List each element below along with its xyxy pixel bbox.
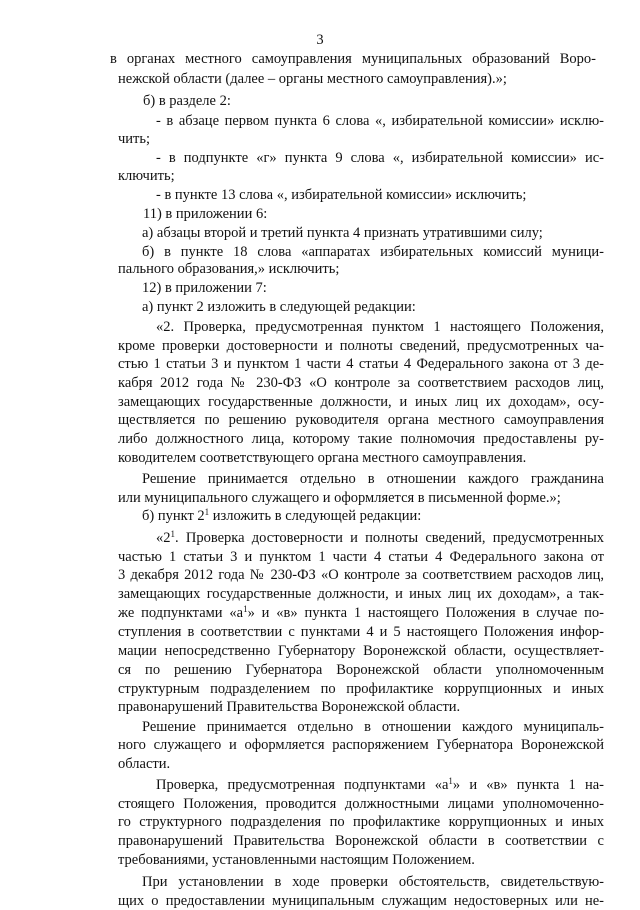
line-text: б) пункт 2 <box>142 508 205 524</box>
line-text: замещающих государственные должности, и иных лиц их доходам», осу- <box>118 394 604 410</box>
line-text: Решение принимается отдельно в отношении каждого гражданина <box>142 471 604 487</box>
superscript: 1 <box>448 776 453 786</box>
text-line <box>118 374 604 392</box>
text-line <box>118 813 604 831</box>
page-number: 3 <box>316 32 324 48</box>
line-text: или муниципального служащего и оформляется в письменной форме.»; <box>118 490 561 506</box>
line-text: правонарушений Правительства Воронежской области в соответствии с <box>118 833 604 849</box>
text-line <box>142 873 604 891</box>
text-line <box>143 92 266 110</box>
line-text: ся по решению Губернатора Воронежской области уполномоченным <box>118 662 604 678</box>
line-text: щих о предоставлении муниципальным служащим недостоверных или не- <box>118 893 604 909</box>
line-text-tail: изложить в следующей редакции: <box>209 508 422 524</box>
line-text: а) абзацы второй и третий пункта 4 признать утратившими силу; <box>142 225 543 241</box>
line-text: чить; <box>118 131 151 147</box>
line-text: частью 1 статьи 3 и пунктом 1 части 4 статьи 4 Федерального закона от <box>118 549 604 565</box>
line-text: «2 <box>156 530 171 546</box>
line-text: области. <box>118 756 171 772</box>
text-line <box>156 149 604 167</box>
line-text: в органах местного самоуправления муниципальных образований Воро- <box>110 51 596 67</box>
line-text: замещающих государственные должности, и иных лиц их доходам», а так- <box>118 586 604 602</box>
line-text-tail: . Проверка достоверности и полноты сведений, предусмотренных <box>175 530 604 546</box>
text-line <box>118 851 475 869</box>
superscript: 1 <box>243 604 248 614</box>
text-line <box>118 548 604 566</box>
text-line <box>142 470 604 488</box>
text-line <box>156 529 604 547</box>
text-line <box>118 430 604 448</box>
text-line <box>118 604 604 622</box>
text-line <box>118 70 515 88</box>
text-line <box>142 718 604 736</box>
text-line <box>118 736 604 754</box>
text-line <box>142 507 448 525</box>
text-line <box>143 205 268 223</box>
line-text-tail: » и «в» пункта 1 настоящего Положения в случае по- <box>247 605 604 621</box>
text-line <box>110 50 596 68</box>
line-text: «2. Проверка, предусмотренная пунктом 1 настоящего Положения, <box>156 319 604 335</box>
text-line <box>118 892 604 910</box>
text-line <box>118 355 604 373</box>
line-text: либо должностного лица, которому такие полномочия предоставлены ру- <box>118 431 604 447</box>
line-text: Проверка, предусмотренная подпунктами «а <box>156 777 449 793</box>
text-line <box>142 224 583 242</box>
text-line <box>118 642 604 660</box>
line-text: го структурного подразделения по профилактике коррупционных и иных <box>118 814 604 830</box>
line-text: кроме проверки достоверности и полноты сведений, предусмотренных ча- <box>118 338 604 354</box>
text-line <box>118 167 195 185</box>
text-line <box>118 795 604 813</box>
line-text: - в пункте 13 слова «, избирательной комиссии» исключить; <box>156 187 527 203</box>
line-text: 12) в приложении 7: <box>142 280 267 296</box>
line-text: требованиями, установленными настоящим Положением. <box>118 852 475 868</box>
text-line <box>118 566 604 584</box>
line-text: пального образования,» исключить; <box>118 261 340 277</box>
line-text: - в абзаце первом пункта 6 слова «, избирательной комиссии» исклю- <box>156 113 604 129</box>
line-text: мации непосредственно Губернатору Воронежской области, осуществляет- <box>118 643 604 659</box>
line-text: стью 1 статьи 3 и пунктом 1 части 4 статьи 4 Федерального закона от 3 де- <box>118 356 604 372</box>
line-text-tail: » и «в» пункта 1 на- <box>452 777 604 793</box>
text-line <box>142 279 293 297</box>
text-line <box>118 680 604 698</box>
line-text: Решение принимается отдельно в отношении каждого муниципаль- <box>142 719 604 735</box>
text-line <box>156 318 604 336</box>
line-text: - в подпункте «г» пункта 9 слова «, избирательной комиссии» ис- <box>156 150 604 166</box>
line-text: ступления в соответствии с пунктами 4 и 5 настоящего Положения инфор- <box>118 624 604 640</box>
text-line <box>118 449 563 467</box>
text-line <box>118 623 604 641</box>
text-line <box>142 243 604 261</box>
line-text: ществляется по решению руководителя органа местного самоуправления <box>118 412 604 428</box>
line-text: кабря 2012 года № 230-ФЗ «О контроле за соответствием расходов лиц, <box>118 375 604 391</box>
superscript: 1 <box>204 507 210 517</box>
line-text: же подпунктами «а <box>118 605 244 621</box>
superscript: 1 <box>170 529 175 539</box>
text-line <box>118 698 489 716</box>
text-line <box>118 755 169 773</box>
text-line <box>118 661 604 679</box>
text-line <box>118 832 604 850</box>
text-line <box>118 411 604 429</box>
text-line <box>118 337 604 355</box>
line-text: При установлении в ходе проверки обстоятельств, свидетельствую- <box>142 874 604 890</box>
text-line <box>156 186 527 204</box>
line-text: ководителем соответствующего органа местного самоуправления. <box>118 450 527 466</box>
line-text: б) в разделе 2: <box>143 93 231 109</box>
text-line <box>118 489 577 507</box>
line-text: правонарушений Правительства Воронежской области. <box>118 699 461 715</box>
text-line <box>118 130 153 148</box>
line-text: ключить; <box>118 168 175 184</box>
line-text: а) пункт 2 изложить в следующей редакции: <box>142 299 416 315</box>
line-text: б) в пункте 18 слова «аппаратах избирательных комиссий муници- <box>142 244 604 260</box>
line-text: 3 декабря 2012 года № 230-ФЗ «О контроле за соответствием расходов лиц, <box>118 567 604 583</box>
text-line <box>142 298 418 316</box>
text-line <box>118 260 371 278</box>
text-line <box>156 776 604 794</box>
line-text: структурным подразделением по профилактике коррупционных и иных <box>118 681 604 697</box>
text-line <box>156 112 604 130</box>
text-line <box>118 393 604 411</box>
line-text: стоящего Положения, проводится должностными лицами уполномоченно- <box>118 796 604 812</box>
line-text: 11) в приложении 6: <box>143 206 268 222</box>
line-text: ного служащего и оформляется распоряжением Губернатора Воронежской <box>118 737 604 753</box>
line-text: нежской области (далее – органы местного самоуправления).»; <box>118 71 507 87</box>
text-line <box>118 585 604 603</box>
